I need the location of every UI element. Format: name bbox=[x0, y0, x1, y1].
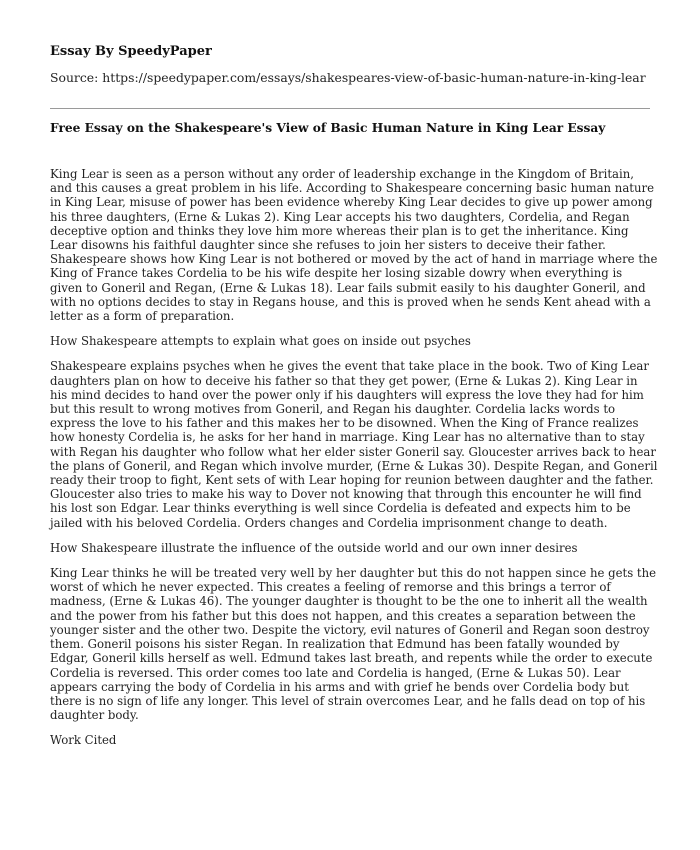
source-url: Source: https://speedypaper.com/essays/shakespeares-view-of-basic-human-nature-in-king-lear bbox=[50, 70, 646, 85]
essay-body bbox=[50, 167, 658, 759]
paragraph: King Lear is seen as a person without any order of leadership exchange in the Kingdom of Britain, and this causes a great problem in his life. According to Shakespeare concerning basic human nature in King Lear, misuse of power has been evidence whereby King Lear decides to give up power among his three daughters, (Erne & Lukas 2). King Lear accepts his two daughters, Cordelia, and Regan deceptive option and thinks they love him more whereas their plan is to get the inheritance. King Lear disowns his faithful daughter since she refuses to join her sisters to deceive their father. Shakespeare shows how King Lear is not bothered or moved by the act of hand in marriage where the King of France takes Cordelia to be his wife despite her losing sizable dowry when everything is given to Goneril and Regan, (Erne & Lukas 18). Lear fails submit easily to his daughter Goneril, and with no options decides to stay in Regans house, and this is proved when he sends Kent ahead with a letter as a form of preparation. bbox=[50, 167, 658, 324]
paragraph: King Lear thinks he will be treated very well by her daughter but this do not happen since he gets the worst of which he never expected. This creates a feeling of remorse and this brings a terror of madness, (Erne & Lukas 46). The younger daughter is thought to be the one to inherit all the wealth and the power from his father but this does not happen, and this creates a separation between the younger sister and the other two. Despite the victory, evil natures of Goneril and Regan soon destroy them. Goneril poisons his sister Regan. In realization that Edmund has been fatally wounded by Edgar, Goneril kills herself as well. Edmund takes last breath, and repents while the order to execute Cordelia is reversed. This order comes too late and Cordelia is hanged, (Erne & Lukas 50). Lear appears carrying the body of Cordelia in his arms and with grief he bends over Cordelia body but there is no sign of life any longer. This level of strain overcomes Lear, and he falls dead on top of his daughter body. bbox=[50, 566, 657, 723]
section-heading: Work Cited bbox=[50, 733, 117, 748]
section-heading: How Shakespeare illustrate the influence of the outside world and our own inner desires bbox=[50, 540, 578, 555]
publisher-title: Essay By SpeedyPaper bbox=[50, 44, 212, 59]
essay-title: Free Essay on the Shakespeare's View of Basic Human Nature in King Lear Essay bbox=[50, 121, 606, 135]
paragraph: Shakespeare explains psyches when he gives the event that take place in the book. Two of King Lear daughters plan on how to deceive his father so that they get power, (Erne & Lukas 2). King Lear in his mind decides to hand over the power only if his daughters will express the love they had for him but this result to wrong motives from Goneril, and Regan his daughter. Cordelia lacks words to express the love to his father and this makes her to be disowned. When the King of France realizes how honesty Cordelia is, he asks for her hand in marriage. King Lear has no alternative than to stay with Regan his daughter who follow what her elder sister Goneril say. Gloucester arrives back to hear the plans of Goneril, and Regan which involve murder, (Erne & Lukas 30). Despite Regan, and Goneril ready their troop to fight, Kent sets of with Lear hoping for reunion between daughter and the father. Gloucester also tries to make his way to Dover not knowing that through this encounter he will find his lost son Edgar. Lear thinks everything is well since Cordelia is defeated and expects him to be jailed with his beloved Cordelia. Orders changes and Cordelia imprisonment change to death. bbox=[50, 359, 658, 530]
section-heading: How Shakespeare attempts to explain what goes on inside out psyches bbox=[50, 334, 471, 349]
divider bbox=[50, 108, 650, 109]
